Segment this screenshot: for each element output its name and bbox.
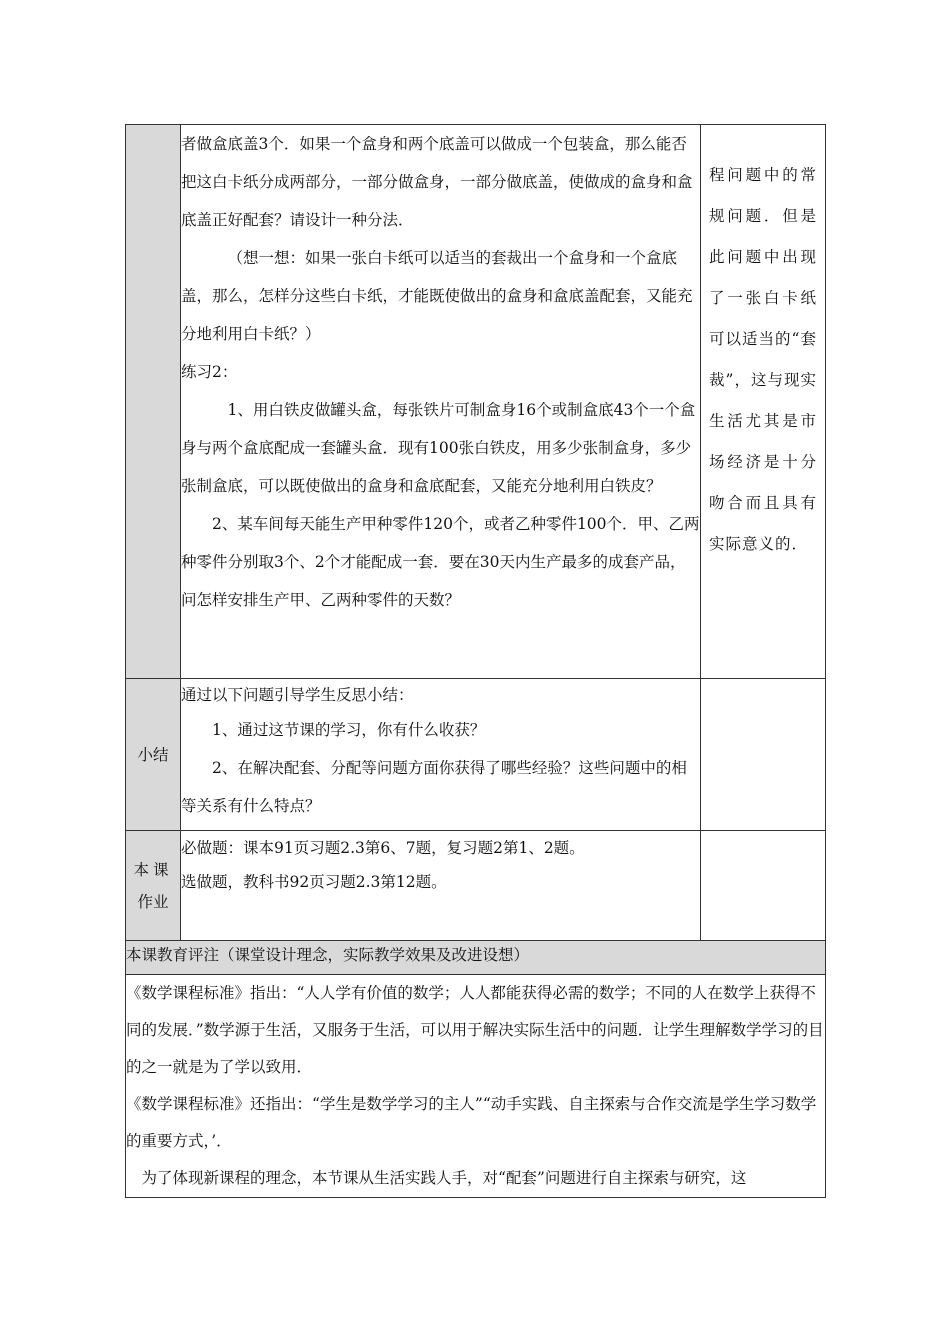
evaluation-paragraph-1: 《数学课程标准》指出：“人人学有价值的数学；人人都能获得必需的数学；不同的人在数学上获得不同的发展．”数学源于生活，又服务于生活，可以用于解决实际生活中的问题．让学生理解数学学习的目的之一就是为了学以致用． (126, 984, 824, 1076)
evaluation-body (126, 975, 826, 1198)
homework-optional: 选做题，教科书92页习题2.3第12题。 (181, 873, 447, 891)
homework-content-cell (181, 831, 701, 941)
homework-row (126, 831, 826, 941)
problem-text: 者做盒底盖3个．如果一个盒身和两个底盖可以做成一个包装盒，那么能否把这白卡纸分成两部分，一部分做盒身，一部分做底盖，使做成的盒身和盒底盖正好配套？请设计一种分法． (181, 135, 693, 229)
summary-content-cell (181, 679, 701, 831)
evaluation-header-row (126, 941, 826, 975)
problem-row (126, 125, 826, 679)
homework-label-line1: 本课 (133, 860, 173, 879)
problem-note-cell (701, 125, 826, 679)
think-text: （想一想：如果一张白卡纸可以适当的套裁出一个盒身和一个盒底盖，那么，怎样分这些白卡纸，才能既使做出的盒身和盒底盖配套，又能充分地利用白卡纸？） (181, 249, 693, 343)
homework-label-cell (126, 831, 181, 941)
lesson-table (125, 124, 826, 1198)
exercise-2: 2、某车间每天能生产甲种零件120个，或者乙种零件100个．甲、乙两种零件分别取3个、2个才能配成一套．要在30天内生产最多的成套产品，问怎样安排生产甲、乙两种零件的天数？ (181, 515, 700, 609)
summary-question-1: 1、通过这节课的学习，你有什么收获？ (212, 721, 486, 739)
summary-row (126, 679, 826, 831)
evaluation-paragraph-3: 为了体现新课程的理念，本节课从生活实践人手，对“配套”问题进行自主探索与研究，这 (141, 1169, 747, 1187)
evaluation-header: 本课教育评注（课堂设计理念，实际教学效果及改进设想） (126, 941, 826, 975)
exercise-1: 1、用白铁皮做罐头盒，每张铁片可制盒身16个或制盒底43个一个盒身与两个盒底配成一套罐头盒．现有100张白铁皮，用多少张制盒身，多少张制盒底，可以既使做出的盒身和盒底配套，又能充分地利用白铁皮？ (181, 401, 696, 495)
summary-note-cell (701, 679, 826, 831)
evaluation-body-row (126, 975, 826, 1198)
homework-required: 必做题：课本91页习题2.3第6、7题，复习题2第1、2题。 (181, 839, 585, 857)
homework-label-line2: 作业 (137, 892, 169, 911)
homework-note-cell (701, 831, 826, 941)
exercise-heading: 练习2： (181, 363, 238, 381)
problem-label-cell (126, 125, 181, 679)
problem-content-cell (181, 125, 701, 679)
summary-label: 小结 (137, 745, 169, 764)
summary-label-cell (126, 679, 181, 831)
summary-intro: 通过以下问题引导学生反思小结： (181, 686, 414, 704)
design-note: 程问题中的常规问题．但是此问题中出现了一张白卡纸可以适当的“套裁”，这与现实生活尤其是市场经济是十分吻合而且具有实际意义的． (709, 166, 817, 553)
summary-question-2: 2、在解决配套、分配等问题方面你获得了哪些经验？这些问题中的相等关系有什么特点？ (181, 759, 687, 815)
evaluation-paragraph-2: 《数学课程标准》还指出：“学生是数学学习的主人”“动手实践、自主探索与合作交流是学生学习数学的重要方式，’． (126, 1095, 817, 1150)
